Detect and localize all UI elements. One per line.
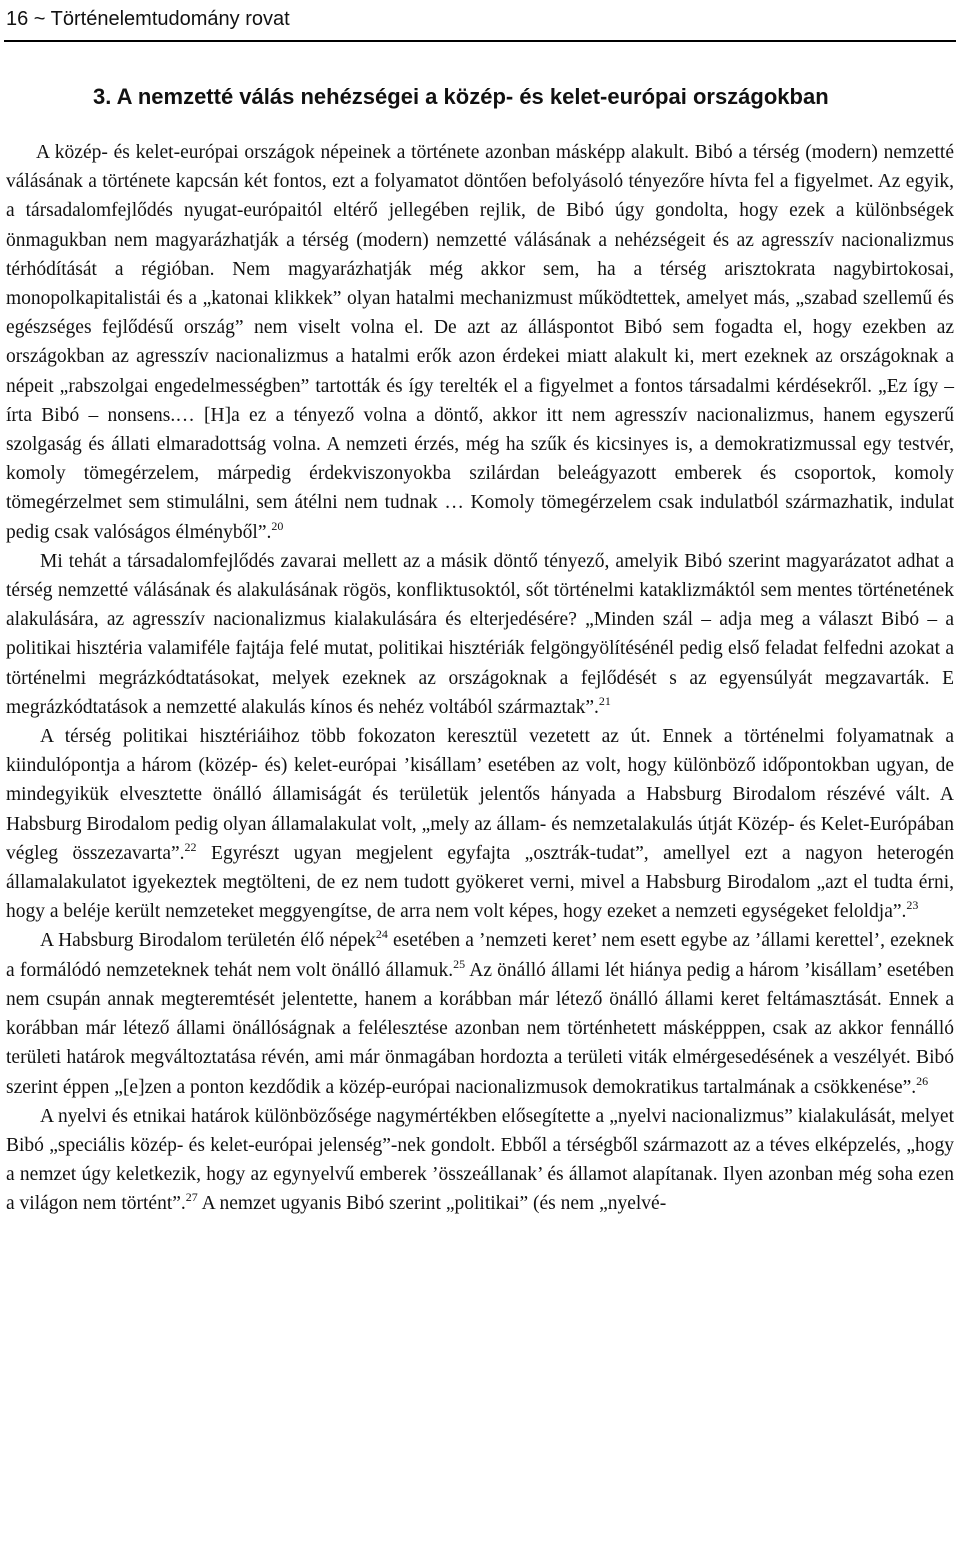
footnote-marker: 21 <box>598 693 611 708</box>
header-rule <box>4 40 956 42</box>
footnote-marker: 23 <box>906 898 919 913</box>
footnote-marker: 22 <box>184 839 197 854</box>
body-text <box>6 138 954 1219</box>
paragraph-text: Mi tehát a társadalomfejlődés zavarai mellett az a másik döntő tényező, amelyik Bibó szerint magyarázatot adhat a térség nemzetté válásának és alakulásának rögös, konfliktusoktól, sőt történelmi kataklizmáktól sem mentes történetének alakulására, az agresszív nacionalizmus kialakulására és elterjedésére? „Minden szál – adja meg a választ Bibó – a politikai hisztéria valamiféle fajtája felé mutat, politikai hisztériák felgöngyölítésénél pedig első feladat felfedni azokat a történelmi megrázkódtatásokat, melyek ezeknek az országoknak a fejlődését s az egyensúlyát megzavarták. E megrázkódtatások a nemzetté alakulás kínos és nehéz voltából származtak”. <box>6 550 954 718</box>
paragraph-text: Az önálló állami lét hiánya pedig a három ’kisállam’ esetében nem csupán annak megteremtését jelentette, hanem a korábban már létező önálló állami keret feltámasztását. Ennek a korábban már létező állami önállóságnak a felélesztése azonban nem történhetett másképppen, csak az akkor fennálló területi határok megváltoztatása révén, ami már önmagában hordozta a területi viták elmérgesedésének a veszélyét. Bibó szerint éppen „[e]zen a ponton kezdődik a közép-európai nacionalizmusok demokratikus tartalmának a csökkenése”. <box>6 959 954 1098</box>
footnote-marker: 25 <box>453 956 466 971</box>
footnote-marker: 24 <box>375 927 388 942</box>
footnote-marker: 26 <box>916 1073 929 1088</box>
paragraph-text: A térség politikai hisztériáihoz több fokozaton keresztül vezetett az út. Ennek a történelmi folyamatnak a kiindulópontja a három (közép- és) kelet-európai ’kisállam’ esetében az volt, hogy különböző időpontokban ugyan, de mindegyikük elvesztette önálló államiságát és területük jelentős hányada a Habsburg Birodalom részévé vált. A Habsburg Birodalom pedig olyan államalakulat volt, „mely az állam- és nemzetalakulás útját Közép- és Kelet-Európában végleg összezavarta”. <box>6 726 954 864</box>
paragraph <box>6 722 954 926</box>
paragraph <box>6 1102 954 1219</box>
footnote-marker: 20 <box>271 518 284 533</box>
footnote-marker: 27 <box>185 1190 198 1205</box>
paragraph-text: A nyelvi és etnikai határok különbözősége nagymértékben elősegítette a „nyelvi nacionalizmus” kialakulását, melyet Bibó „speciális közép- és kelet-európai jelenség”-nek gondolt. Ebből a térségből származott az a téves elképzelés, „hogy a nemzet úgy keletkezik, hogy az egynyelvű emberek ’összeállanak’ és államot alapítanak. Ilyen azonban még soha ezen a világon nem történt”. <box>6 1105 954 1215</box>
section-title: 3. A nemzetté válás nehézségei a közép- és kelet-európai országokban <box>93 84 829 109</box>
paragraph <box>6 138 954 547</box>
paragraph-text: A közép- és kelet-európai országok népeinek a története azonban másképp alakult. Bibó a térség (modern) nemzetté válásának a története kapcsán két fontos, ezt a folyamatot döntően befolyásoló tényezőre hívta fel a figyelmet. Az egyik, a társadalomfejlődés nyugat-európaitól eltérő jellegében rejlik, de Bibó úgy gondolta, hogy ezek a különbségek önmagukban nem magyarázhatják a térség (modern) nemzetté válásának a nehézségeit és az agresszív nacionalizmus térhódítását a régióban. Nem magyarázhatják még akkor sem, ha a térség arisztokrata nagybirtokosai, monopolkapitalistái és a „katonai klikkek” olyan hatalmi mechanizmust működtettek, amelyet más, „szabad szellemű és egészséges fejlődésű ország” nem viselt volna el. De azt az álláspontot Bibó sem fogadta el, hogy ezekben az országokban az agresszív nacionalizmus a hatalmi erők azon érdekei miatt alakult ki, mert ezeknek az országoknak a népeit „rabszolgai engedelmességben” tartották és így terelték el a figyelmet a fontos társadalmi kérdésekről. „Ez így – írta Bibó – nonsens.… [H]a ez a tényező volna a döntő, akkor itt nem agresszív nacionalizmus, hanem egyszerű szolgaság és állati elmaradottság volna. A nemzeti érzés, még ha szűk és kicsinyes is, a demokratizmussal egy testvér, komoly tömegérzelem, márpedig érdekviszonyokba szilárdan beleágyazott emberek és csoportok, komoly tömegérzelmet sem stimulálni, sem átélni nem tudnak … Komoly tömegérzelem csak indulatból származhatik, indulat pedig csak valóságos élményből”. <box>6 142 954 543</box>
paragraph <box>6 547 954 722</box>
paragraph-text: esetében a ’nemzeti keret’ nem esett egybe az ’állami kerettel’, ezeknek a formálódó nemzeteknek tehát nem volt önálló államuk. <box>6 930 954 981</box>
running-header: 16 ~ Történelemtudomány rovat <box>6 8 290 30</box>
paragraph <box>6 926 954 1101</box>
paragraph-text: Egyrészt ugyan megjelent egyfajta „osztrák-tudat”, amellyel ezt a nagyon heterogén államalakulatot igyekeztek megtölteni, de ez nem tudott gyökeret verni, mivel a Habsburg Birodalom „azt el tudta érni, hogy a beléje került nemzeteket meggyengítse, de arra nem volt képes, hogy ezeket a nemzeti egységeket feloldja”. <box>6 842 954 923</box>
paragraph-text: A nemzet ugyanis Bibó szerint „politikai” (és nem „nyelvé- <box>197 1193 667 1215</box>
paragraph-text: A Habsburg Birodalom területén élő népek <box>40 930 376 952</box>
